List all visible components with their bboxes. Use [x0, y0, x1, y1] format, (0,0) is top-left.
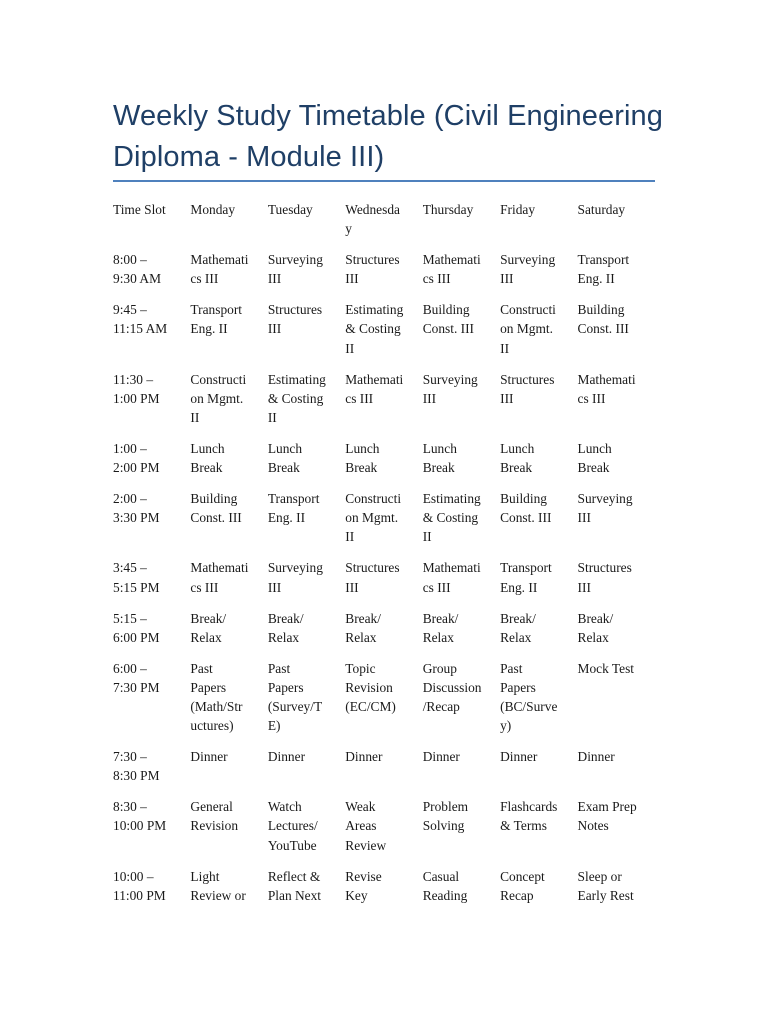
table-cell: Lunch Break	[422, 440, 457, 476]
header-friday: Friday	[500, 202, 536, 217]
table-cell: Flashcards & Terms	[500, 799, 558, 834]
table-cell: Transport Eng. II	[190, 302, 243, 337]
table-cell: Structures III	[345, 252, 400, 287]
study-timetable	[113, 200, 655, 917]
table-row	[113, 867, 655, 917]
time-slot-cell: 5:15 – 6:00 PM	[113, 610, 160, 645]
table-cell: Sleep or Early Rest	[577, 868, 634, 903]
table-cell: Lunch Break	[577, 440, 612, 476]
table-cell: Building Const. III	[577, 302, 629, 337]
table-cell: Concept Recap	[500, 868, 545, 903]
table-cell: Dinner	[500, 749, 538, 765]
header-saturday: Saturday	[577, 202, 626, 217]
table-cell: Break/ Relax	[577, 610, 614, 645]
header-tuesday: Tuesday	[267, 202, 313, 217]
table-cell: Break/ Relax	[190, 610, 227, 645]
table-cell: Surveying III	[422, 371, 478, 406]
table-cell: Lunch Break	[345, 440, 380, 476]
time-slot-cell: 3:45 – 5:15 PM	[113, 560, 160, 595]
table-cell: Building Const. III	[422, 302, 475, 337]
table-cell: Structures III	[500, 371, 555, 406]
table-row	[113, 659, 655, 747]
table-cell: Estimating & Costing II	[422, 491, 481, 545]
table-row	[113, 370, 655, 439]
table-cell: Exam Prep Notes	[577, 799, 637, 834]
table-row	[113, 489, 655, 558]
table-cell: Transport Eng. II	[267, 491, 320, 526]
table-cell: Estimating & Costing II	[267, 371, 326, 425]
table-cell: Dinner	[577, 749, 615, 765]
table-row	[113, 250, 655, 300]
table-cell: Past Papers (Survey/T E)	[267, 660, 323, 734]
table-cell: Past Papers (BC/Surve y)	[500, 660, 558, 734]
table-row	[113, 558, 655, 608]
table-cell: Group Discussion /Recap	[422, 660, 482, 714]
time-slot-cell: 7:30 – 8:30 PM	[113, 749, 160, 784]
time-slot-cell: 9:45 – 11:15 AM	[113, 302, 168, 337]
table-cell: Constructi on Mgmt. II	[190, 371, 247, 425]
table-cell: Break/ Relax	[422, 610, 459, 645]
table-cell: Break/ Relax	[345, 610, 381, 645]
table-cell: Constructi on Mgmt. II	[500, 302, 556, 356]
time-slot-cell: 2:00 – 3:30 PM	[113, 491, 160, 526]
title-divider	[113, 180, 655, 182]
table-cell: Mathemati cs III	[422, 252, 481, 287]
table-cell: Past Papers (Math/Str uctures)	[190, 660, 243, 734]
header-monday: Monday	[190, 202, 236, 217]
table-cell: Mathemati cs III	[190, 252, 249, 287]
table-cell: Mathemati cs III	[345, 371, 404, 406]
table-cell: Mock Test	[577, 660, 634, 676]
table-cell: Constructi on Mgmt. II	[345, 491, 402, 545]
header-thursday: Thursday	[422, 202, 474, 217]
table-cell: Surveying III	[267, 560, 323, 595]
time-slot-cell: 8:00 – 9:30 AM	[113, 252, 161, 287]
table-cell: Watch Lectures/ YouTube	[267, 799, 318, 853]
table-cell: Dinner	[345, 749, 383, 765]
table-cell: Topic Revision (EC/CM)	[345, 660, 396, 714]
table-cell: Building Const. III	[500, 491, 552, 526]
table-cell: Surveying III	[500, 252, 556, 287]
header-wednesday: Wednesda y	[345, 202, 400, 237]
timetable-header	[113, 200, 655, 250]
table-cell: Reflect & Plan Next	[267, 868, 322, 903]
header-time-slot: Time Slot	[113, 202, 166, 217]
header-row	[113, 200, 655, 250]
table-cell: Structures III	[267, 302, 323, 337]
time-slot-cell: 6:00 – 7:30 PM	[113, 660, 160, 695]
table-cell: Dinner	[190, 749, 228, 765]
table-cell: Break/ Relax	[500, 610, 536, 645]
table-row	[113, 797, 655, 866]
time-slot-cell: 10:00 – 11:00 PM	[113, 868, 166, 903]
table-cell: Surveying III	[577, 491, 633, 526]
table-cell: Break/ Relax	[267, 610, 304, 645]
table-cell: Estimating & Costing II	[345, 302, 404, 356]
table-cell: General Revision	[190, 799, 239, 834]
table-cell: Mathemati cs III	[190, 560, 249, 595]
table-cell: Lunch Break	[190, 440, 225, 476]
table-cell: Structures III	[577, 560, 632, 595]
table-cell: Mathemati cs III	[577, 371, 636, 406]
table-row	[113, 439, 655, 489]
table-cell: Dinner	[267, 749, 306, 765]
table-cell: Transport Eng. II	[500, 560, 552, 595]
table-row	[113, 747, 655, 797]
table-cell: Building Const. III	[190, 491, 242, 526]
time-slot-cell: 11:30 – 1:00 PM	[113, 371, 160, 406]
table-cell: Structures III	[345, 560, 400, 595]
time-slot-cell: 8:30 – 10:00 PM	[113, 799, 167, 834]
table-cell: Revise Key	[345, 868, 382, 903]
table-row	[113, 609, 655, 659]
table-cell: Dinner	[422, 749, 460, 765]
timetable-body	[113, 250, 655, 917]
table-cell: Problem Solving	[422, 799, 469, 834]
table-cell: Weak Areas Review	[345, 799, 387, 853]
table-cell: Light Review or	[190, 868, 246, 903]
table-cell: Mathemati cs III	[422, 560, 481, 595]
time-slot-cell: 1:00 – 2:00 PM	[113, 440, 160, 476]
table-row	[113, 300, 655, 369]
table-cell: Transport Eng. II	[577, 252, 630, 287]
table-cell: Lunch Break	[500, 440, 535, 476]
table-cell: Lunch Break	[267, 440, 303, 476]
table-cell: Surveying III	[267, 252, 323, 287]
table-cell: Casual Reading	[422, 868, 468, 903]
document-title: Weekly Study Timetable (Civil Engineering Diploma - Module III)	[113, 100, 663, 173]
